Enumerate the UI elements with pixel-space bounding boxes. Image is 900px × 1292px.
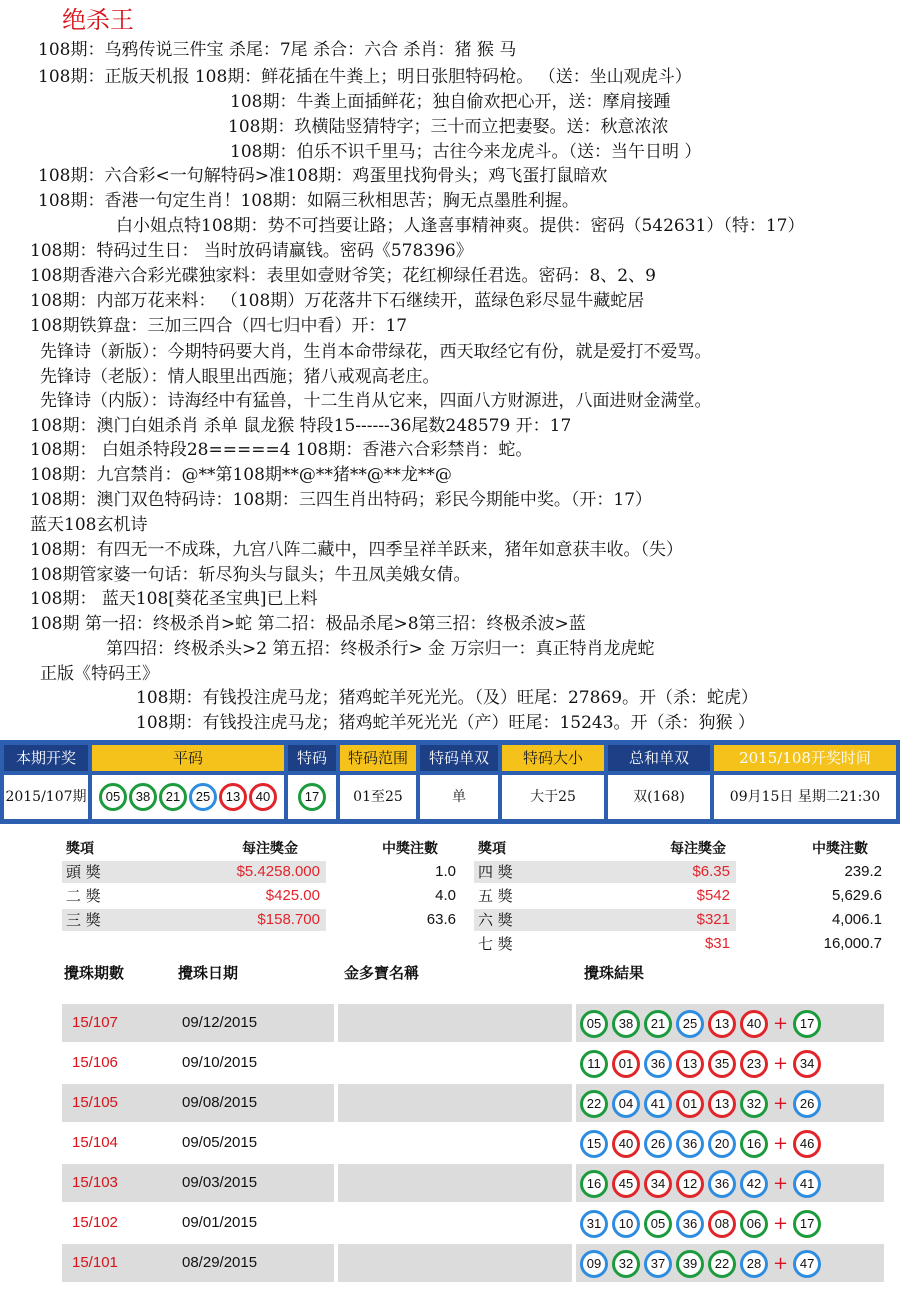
prize-row [474,909,882,931]
number-ball: 06 [740,1210,768,1238]
number-ball: 10 [612,1210,640,1238]
prediction-line: 先锋诗（老版）：情人眼里出西施；猪八戒观高老庄。 [40,367,440,387]
history-row [62,1244,884,1282]
number-ball: 36 [676,1130,704,1158]
history-row [62,1044,884,1082]
row-background [338,1084,572,1122]
number-ball: 11 [580,1050,608,1078]
number-ball: 40 [249,783,277,811]
history-period: 15/106 [72,1054,118,1071]
row-background [338,1164,572,1202]
plus-icon: + [773,1052,789,1074]
prediction-line: 108期 第一招：终极杀肖>蛇 第二招：极品杀尾>8第三招：终极杀波>蓝 [30,614,586,634]
history-period: 15/104 [72,1134,118,1151]
history-date: 09/05/2015 [182,1134,258,1151]
number-ball: 22 [580,1090,608,1118]
number-ball: 28 [740,1250,768,1278]
history-row [62,1164,884,1202]
prediction-line: 108期：澳门双色特码诗：108期：三四生肖出特码；彩民今期能中奖。（开：17） [30,490,653,510]
prize-row [474,885,882,907]
prize-header-count: 中獎注數 [382,840,438,856]
prize-name: 三 獎 [62,909,138,931]
prize-name: 七 獎 [474,933,550,955]
row-background [338,1124,572,1162]
number-ball: 08 [708,1210,736,1238]
number-ball: 34 [793,1050,821,1078]
special-range: 01至25 [340,775,416,819]
prediction-line: 蓝天108玄机诗 [30,515,148,535]
page-title: 绝杀王 [62,6,134,34]
history-balls [578,1006,884,1040]
number-ball: 13 [676,1050,704,1078]
number-ball: 40 [612,1130,640,1158]
number-ball: 17 [298,783,326,811]
prize-name: 頭 獎 [62,861,138,883]
prediction-line: 108期：香港一句定生肖！108期：如隔三秋相思苦；胸无点墨胜利握。 [38,191,579,211]
prediction-line: 108期：澳门白姐杀肖 杀单 鼠龙猴 特段15------36尾数248579 开：17 [30,416,572,436]
prize-header-count: 中獎注數 [812,840,868,856]
prize-row [474,861,882,883]
prize-amount: $31 [550,933,736,955]
prize-amount: $321 [550,909,736,931]
number-ball: 38 [129,783,157,811]
prize-table-right [474,838,884,958]
number-ball: 04 [612,1090,640,1118]
history-period: 15/105 [72,1094,118,1111]
prize-header-amount: 每注獎金 [242,840,298,856]
prediction-line: 先锋诗（内版）：诗海经中有猛兽，十二生肖从它来，四面八方财源进，八面进财金满堂。 [40,391,712,411]
prize-table-left [62,838,462,938]
number-ball: 35 [708,1050,736,1078]
history-row [62,1084,884,1122]
history-balls [578,1046,884,1080]
prize-count: 5,629.6 [831,887,882,904]
number-ball: 05 [580,1010,608,1038]
number-ball: 39 [676,1250,704,1278]
number-ball: 25 [676,1010,704,1038]
number-ball: 31 [580,1210,608,1238]
prediction-line: 先锋诗（新版）：今期特码要大肖，生肖本命带绿花，西天取经它有份，就是爱打不爱骂。 [40,342,712,362]
header-special-size: 特码大小 [502,745,604,771]
prize-row [62,861,456,883]
special-size: 大于25 [502,775,604,819]
history-date: 09/12/2015 [182,1014,258,1031]
history-date: 08/29/2015 [182,1254,258,1271]
number-ball: 13 [708,1090,736,1118]
number-ball: 09 [580,1250,608,1278]
history-period: 15/102 [72,1214,118,1231]
prize-amount: $542 [550,885,736,907]
number-ball: 17 [793,1010,821,1038]
history-row [62,1204,884,1242]
history-date: 09/01/2015 [182,1214,258,1231]
header-sum-odd-even: 总和单双 [608,745,710,771]
history-row [62,1004,884,1042]
prize-amount: $6.35 [550,861,736,883]
prize-name: 六 獎 [474,909,550,931]
history-balls [578,1246,884,1280]
prediction-line: 108期：玖横陆竖猜特字；三十而立把妻娶。送：秋意浓浓 [228,117,669,137]
prediction-line: 108期：牛粪上面插鲜花；独自偷欢把心开，送：摩肩接踵 [230,92,671,112]
next-draw-time: 09月15日 星期二21:30 [714,775,896,819]
number-ball: 20 [708,1130,736,1158]
plus-icon: + [773,1212,789,1234]
prize-count: 4,006.1 [831,911,882,928]
prize-name: 五 獎 [474,885,550,907]
number-ball: 34 [644,1170,672,1198]
number-ball: 32 [740,1090,768,1118]
prize-count: 63.6 [426,911,456,928]
prediction-line: 白小姐点特108期：势不可挡要让路；人逢喜事精神爽。提供：密码（542631）（特：17） [116,216,805,236]
row-background [338,1044,572,1082]
prize-name: 四 獎 [474,861,550,883]
plus-icon: + [773,1012,789,1034]
plus-icon: + [773,1132,789,1154]
number-ball: 25 [189,783,217,811]
prediction-line: 第四招：终极杀头>2 第五招：终极杀行> 金 万宗归一：真正特肖龙虎蛇 [106,639,655,659]
draw-period: 2015/107期 [4,775,88,819]
special-odd-even: 单 [420,775,498,819]
number-ball: 38 [612,1010,640,1038]
history-header-name: 金多寶名稱 [344,964,420,982]
history-date: 09/03/2015 [182,1174,258,1191]
prize-name: 二 獎 [62,885,138,907]
history-header-date: 攪珠日期 [178,964,239,982]
history-period: 15/103 [72,1174,118,1191]
header-special-range: 特码范围 [340,745,416,771]
prize-count: 1.0 [435,863,456,880]
prediction-line: 108期：有四无一不成珠，九宫八阵二藏中，四季呈祥羊跃来，猪年如意获丰收。（失） [30,540,683,560]
prediction-line: 108期香港六合彩光碟独家料：表里如壹财爷笑；花红柳绿任君选。密码：8、2、9 [30,266,656,286]
prediction-line: 108期：九宫禁肖：@**第108期**@**猪**@**龙**@ [30,465,452,485]
header-next-draw-time: 2015/108开奖时间 [714,745,896,771]
prize-count: 16,000.7 [823,935,882,952]
number-ball: 32 [612,1250,640,1278]
regular-balls [92,775,284,819]
number-ball: 26 [793,1090,821,1118]
row-background [338,1004,572,1042]
prize-amount: $425.00 [138,885,326,907]
history-row [62,1124,884,1162]
number-ball: 45 [612,1170,640,1198]
plus-icon: + [773,1092,789,1114]
number-ball: 37 [644,1250,672,1278]
prediction-line: 108期：有钱投注虎马龙；猪鸡蛇羊死光光（产）旺尾：15243。开（杀：狗猴 ） [136,713,755,733]
prediction-line: 108期：有钱投注虎马龙；猪鸡蛇羊死光光。（及）旺尾：27869。开（杀：蛇虎） [136,688,759,708]
number-ball: 36 [676,1210,704,1238]
number-ball: 01 [676,1090,704,1118]
history-balls [578,1166,884,1200]
prize-header-amount: 每注獎金 [670,840,726,856]
number-ball: 22 [708,1250,736,1278]
header-current-draw: 本期开奖 [4,745,88,771]
prize-count: 239.2 [844,863,882,880]
prize-header-name: 獎項 [478,840,506,856]
prediction-line: 108期： 蓝天108[葵花圣宝典]已上料 [30,589,318,609]
number-ball: 17 [793,1210,821,1238]
plus-icon: + [773,1172,789,1194]
number-ball: 36 [708,1170,736,1198]
prediction-line: 108期：乌鸦传说三件宝 杀尾：7尾 杀合：六合 杀肖：猪 猴 马 [38,40,517,60]
header-special-number: 特码 [288,745,336,771]
number-ball: 26 [644,1130,672,1158]
number-ball: 16 [740,1130,768,1158]
number-ball: 40 [740,1010,768,1038]
number-ball: 46 [793,1130,821,1158]
history-period: 15/107 [72,1014,118,1031]
prediction-line: 108期：伯乐不识千里马；古往今来龙虎斗。（送：当午日明 ） [230,142,702,162]
prize-row [474,933,882,955]
number-ball: 41 [793,1170,821,1198]
prediction-line: 108期：内部万花来料： （108期）万花落井下石继续开，蓝绿色彩尽显牛藏蛇居 [30,291,645,311]
number-ball: 47 [793,1250,821,1278]
history-balls [578,1086,884,1120]
row-background [338,1204,572,1242]
number-ball: 13 [219,783,247,811]
header-special-odd-even: 特码单双 [420,745,498,771]
header-regular-numbers: 平码 [92,745,284,771]
number-ball: 21 [159,783,187,811]
number-ball: 05 [99,783,127,811]
history-balls [578,1126,884,1160]
prize-header-name: 獎項 [66,840,94,856]
prize-amount: $5.4258.000 [138,861,326,883]
draw-result-table [0,740,900,824]
history-balls [578,1206,884,1240]
prediction-line: 正版《特码王》 [40,664,159,684]
number-ball: 12 [676,1170,704,1198]
sum-odd-even: 双(168) [608,775,710,819]
history-header-result: 攪珠結果 [584,964,645,982]
plus-icon: + [773,1252,789,1274]
number-ball: 01 [612,1050,640,1078]
prediction-line: 108期铁算盘：三加三四合（四七归中看）开：17 [30,316,408,336]
prize-row [62,909,456,931]
prediction-line: 108期管家婆一句话：斩尽狗头与鼠头；牛丑凤美娥女倩。 [30,565,471,585]
history-period: 15/101 [72,1254,118,1271]
number-ball: 36 [644,1050,672,1078]
number-ball: 21 [644,1010,672,1038]
number-ball: 05 [644,1210,672,1238]
prediction-line: 108期： 白姐杀特段28=====4 108期：香港六合彩禁肖：蛇。 [30,440,533,460]
number-ball: 23 [740,1050,768,1078]
number-ball: 13 [708,1010,736,1038]
number-ball: 15 [580,1130,608,1158]
prize-row [62,885,456,907]
number-ball: 42 [740,1170,768,1198]
number-ball: 16 [580,1170,608,1198]
history-date: 09/10/2015 [182,1054,258,1071]
prize-amount: $158.700 [138,909,326,931]
number-ball: 41 [644,1090,672,1118]
special-ball-cell [288,775,336,819]
prediction-line: 108期：正版天机报 108期：鲜花插在牛粪上；明日张胆特码枪。 （送：坐山观虎斗） [38,67,692,87]
prediction-line: 108期：特码过生日： 当时放码请赢钱。密码《578396》 [30,241,473,261]
history-date: 09/08/2015 [182,1094,258,1111]
row-background [338,1244,572,1282]
history-header-period: 攪珠期數 [64,964,125,982]
prize-count: 4.0 [435,887,456,904]
prediction-line: 108期：六合彩<一句解特码>准108期：鸡蛋里找狗骨头；鸡飞蛋打鼠暗欢 [38,166,608,186]
